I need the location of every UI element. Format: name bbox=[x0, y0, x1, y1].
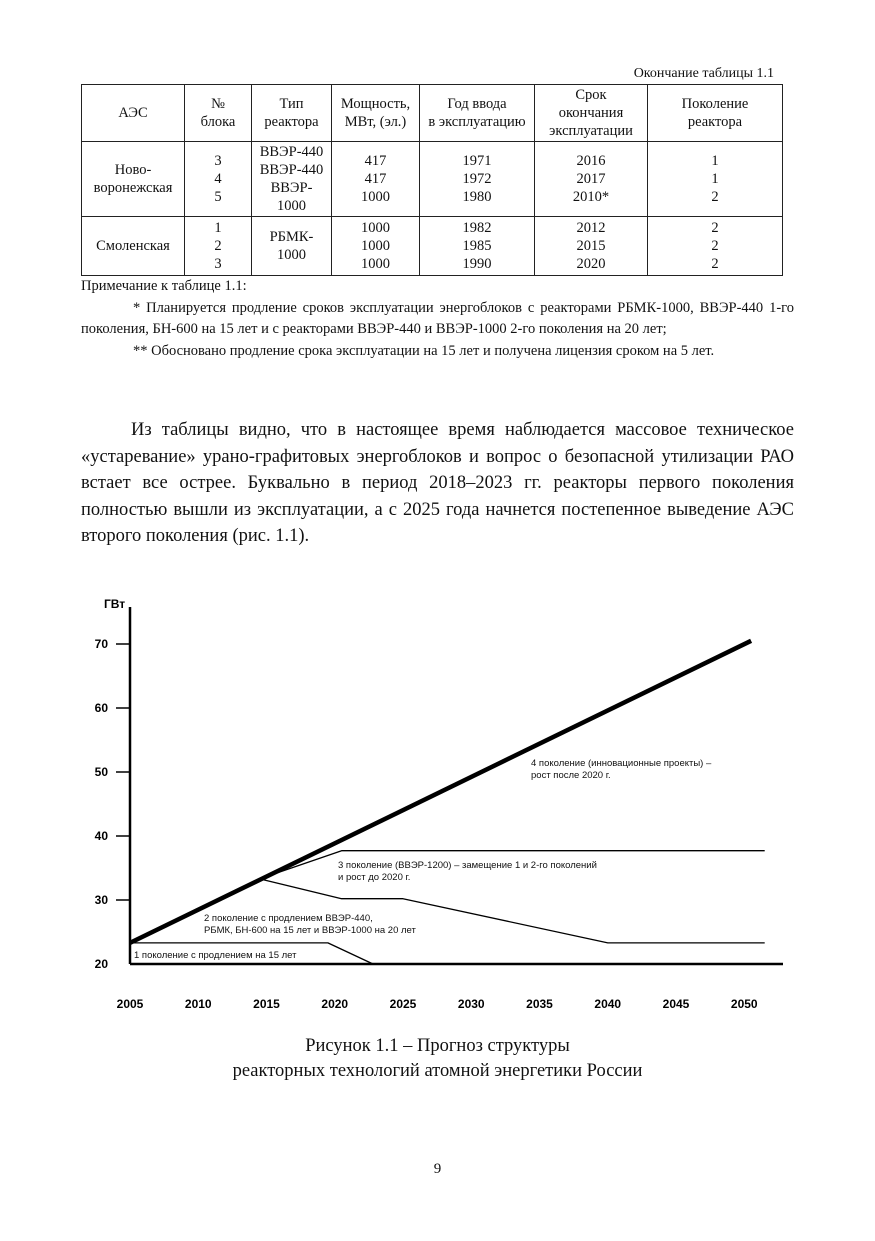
header-generation-text: Поколение реактора bbox=[681, 96, 749, 130]
cell-power bbox=[332, 142, 420, 217]
header-generation bbox=[648, 85, 783, 142]
note-line-2: ** Обосновано продление срока эксплуатации на 15 лет и получена лицензия сроком на 5 лет. bbox=[133, 342, 715, 359]
cell-line: 2020 bbox=[576, 256, 606, 272]
table-caption: Окончание таблицы 1.1 bbox=[633, 66, 774, 81]
header-power-text: Мощность, МВт, (эл.) bbox=[340, 96, 411, 130]
cell-line: 1972 bbox=[462, 171, 492, 187]
cell-units bbox=[185, 142, 252, 217]
table-row bbox=[82, 142, 783, 217]
x-tick-label: 2035 bbox=[526, 997, 553, 1011]
cell-line: 1971 bbox=[462, 153, 492, 169]
cell-line: 2 bbox=[711, 256, 719, 272]
cell-line: 1985 bbox=[462, 238, 492, 254]
cell-line: 417 bbox=[364, 153, 387, 169]
figure-caption-line-1: Рисунок 1.1 – Прогноз структуры bbox=[305, 1036, 570, 1056]
cell-line: 417 bbox=[364, 171, 387, 187]
paragraph-text: Из таблицы видно, что в настоящее время наблюдается массовое техническое «устаревание» урано-графитовых энергоблоков и вопрос о безопасной утилизации РАО встает все острее. Буквально в период 2018–2023 гг. реакторы первого поколения полностью вышли из эксплуатации, а с 2025 года начнется постепенное выведение АЭС второго поколения (рис. 1.1). bbox=[81, 420, 794, 546]
x-tick-label: 2045 bbox=[662, 997, 690, 1011]
cell-station bbox=[82, 217, 185, 276]
header-type-text: Тип реактора bbox=[264, 96, 319, 130]
cell-line: 3 bbox=[214, 256, 222, 272]
cell-line: 2 bbox=[214, 238, 222, 254]
cell-line: 3 bbox=[214, 153, 222, 169]
cell-line: 1000 bbox=[361, 238, 390, 254]
header-unit bbox=[185, 85, 252, 142]
cell-generation bbox=[648, 142, 783, 217]
cell-line: 1000 bbox=[277, 247, 306, 263]
cell-end bbox=[535, 217, 648, 276]
reactor-table bbox=[81, 84, 783, 276]
forecast-chart bbox=[0, 560, 875, 1030]
cell-line: 1990 bbox=[462, 256, 492, 272]
x-tick-label: 2040 bbox=[594, 997, 622, 1011]
x-tick-label: 2010 bbox=[184, 997, 212, 1011]
cell-year-in bbox=[420, 142, 535, 217]
x-tick-label: 2030 bbox=[457, 997, 485, 1011]
gen3-annotation-line: и рост до 2020 г. bbox=[338, 872, 411, 883]
cell-line: 2017 bbox=[576, 171, 606, 187]
cell-line: 2 bbox=[711, 189, 719, 205]
gen4-line bbox=[130, 641, 751, 943]
cell-line: 2 bbox=[711, 238, 719, 254]
y-tick-label: 20 bbox=[94, 957, 108, 971]
table-row bbox=[82, 217, 783, 276]
gen1-annotation-line: 1 поколение с продлением на 15 лет bbox=[134, 950, 297, 961]
table-note bbox=[81, 276, 794, 362]
cell-power bbox=[332, 217, 420, 276]
cell-line: 2012 bbox=[576, 220, 606, 236]
gen4-annotation-line: рост после 2020 г. bbox=[531, 770, 611, 781]
note-title: Примечание к таблице 1.1: bbox=[81, 278, 247, 294]
y-tick-label: 60 bbox=[94, 701, 108, 715]
y-axis-label: ГВт bbox=[104, 597, 126, 611]
header-station bbox=[82, 85, 185, 142]
header-end-text: Срок окончания эксплуатации bbox=[549, 87, 633, 139]
x-tick-label: 2050 bbox=[730, 997, 758, 1011]
x-tick-label: 2005 bbox=[116, 997, 144, 1011]
header-station-text: АЭС bbox=[118, 105, 148, 121]
x-tick-label: 2025 bbox=[389, 997, 417, 1011]
cell-line: 1 bbox=[214, 220, 222, 236]
cell-end bbox=[535, 142, 648, 217]
gen2-annotation-line: 2 поколение с продлением ВВЭР-440, bbox=[204, 913, 373, 924]
cell-line: ВВЭР-440 bbox=[259, 162, 324, 178]
y-tick-label: 70 bbox=[94, 637, 108, 651]
cell-line: 2015 bbox=[576, 238, 606, 254]
figure-caption-line-2: реакторных технологий атомной энергетики России bbox=[232, 1061, 643, 1081]
header-end bbox=[535, 85, 648, 142]
cell-line: 2 bbox=[711, 220, 719, 236]
gen2-annotation-line: РБМК, БН-600 на 15 лет и ВВЭР-1000 на 20 лет bbox=[204, 925, 416, 936]
header-type bbox=[252, 85, 332, 142]
header-power bbox=[332, 85, 420, 142]
x-tick-label: 2020 bbox=[321, 997, 349, 1011]
cell-line: 1 bbox=[711, 171, 719, 187]
table-header-row bbox=[82, 85, 783, 142]
y-tick-label: 30 bbox=[94, 893, 108, 907]
header-year-in bbox=[420, 85, 535, 142]
cell-year-in bbox=[420, 217, 535, 276]
gen4-annotation-line: 4 поколение (инновационные проекты) – bbox=[531, 758, 712, 769]
header-year-in-text: Год ввода в эксплуатацию bbox=[428, 96, 526, 130]
y-tick-label: 40 bbox=[94, 829, 108, 843]
cell-line: 5 bbox=[214, 189, 222, 205]
cell-station bbox=[82, 142, 185, 217]
station-name: Ново- воронежская bbox=[93, 162, 173, 196]
cell-generation bbox=[648, 217, 783, 276]
cell-units bbox=[185, 217, 252, 276]
cell-line: 1982 bbox=[462, 220, 492, 236]
page-number: 9 bbox=[433, 1161, 442, 1177]
cell-line: 1 bbox=[711, 153, 719, 169]
gen3-annotation-line: 3 поколение (ВВЭР-1200) – замещение 1 и 2-го поколений bbox=[338, 860, 597, 871]
cell-line: ВВЭР- bbox=[270, 180, 313, 196]
cell-line: 4 bbox=[214, 171, 222, 187]
cell-line: 1000 bbox=[277, 198, 306, 214]
cell-line: 2016 bbox=[576, 153, 606, 169]
cell-line: 1000 bbox=[361, 189, 390, 205]
note-line-1: * Планируется продление сроков эксплуатации энергоблоков с реакторами РБМК-1000, ВВЭР-440 1-го поколения, БН-600 на 15 лет и с реакторами ВВЭР-440 и ВВЭР-1000 2-го поколения на 20 лет; bbox=[81, 299, 794, 337]
cell-type bbox=[252, 217, 332, 276]
body-paragraph bbox=[81, 417, 794, 550]
x-tick-label: 2015 bbox=[253, 997, 280, 1011]
cell-type bbox=[252, 142, 332, 217]
cell-line: РБМК- bbox=[269, 229, 314, 245]
y-tick-label: 50 bbox=[94, 765, 108, 779]
station-name: Смоленская bbox=[96, 238, 170, 254]
cell-line: 1000 bbox=[361, 220, 390, 236]
cell-line: 1980 bbox=[462, 189, 492, 205]
cell-line: 1000 bbox=[361, 256, 390, 272]
cell-line: 2010* bbox=[572, 189, 610, 205]
cell-line: ВВЭР-440 bbox=[259, 144, 324, 160]
header-unit-text: № блока bbox=[200, 96, 236, 130]
